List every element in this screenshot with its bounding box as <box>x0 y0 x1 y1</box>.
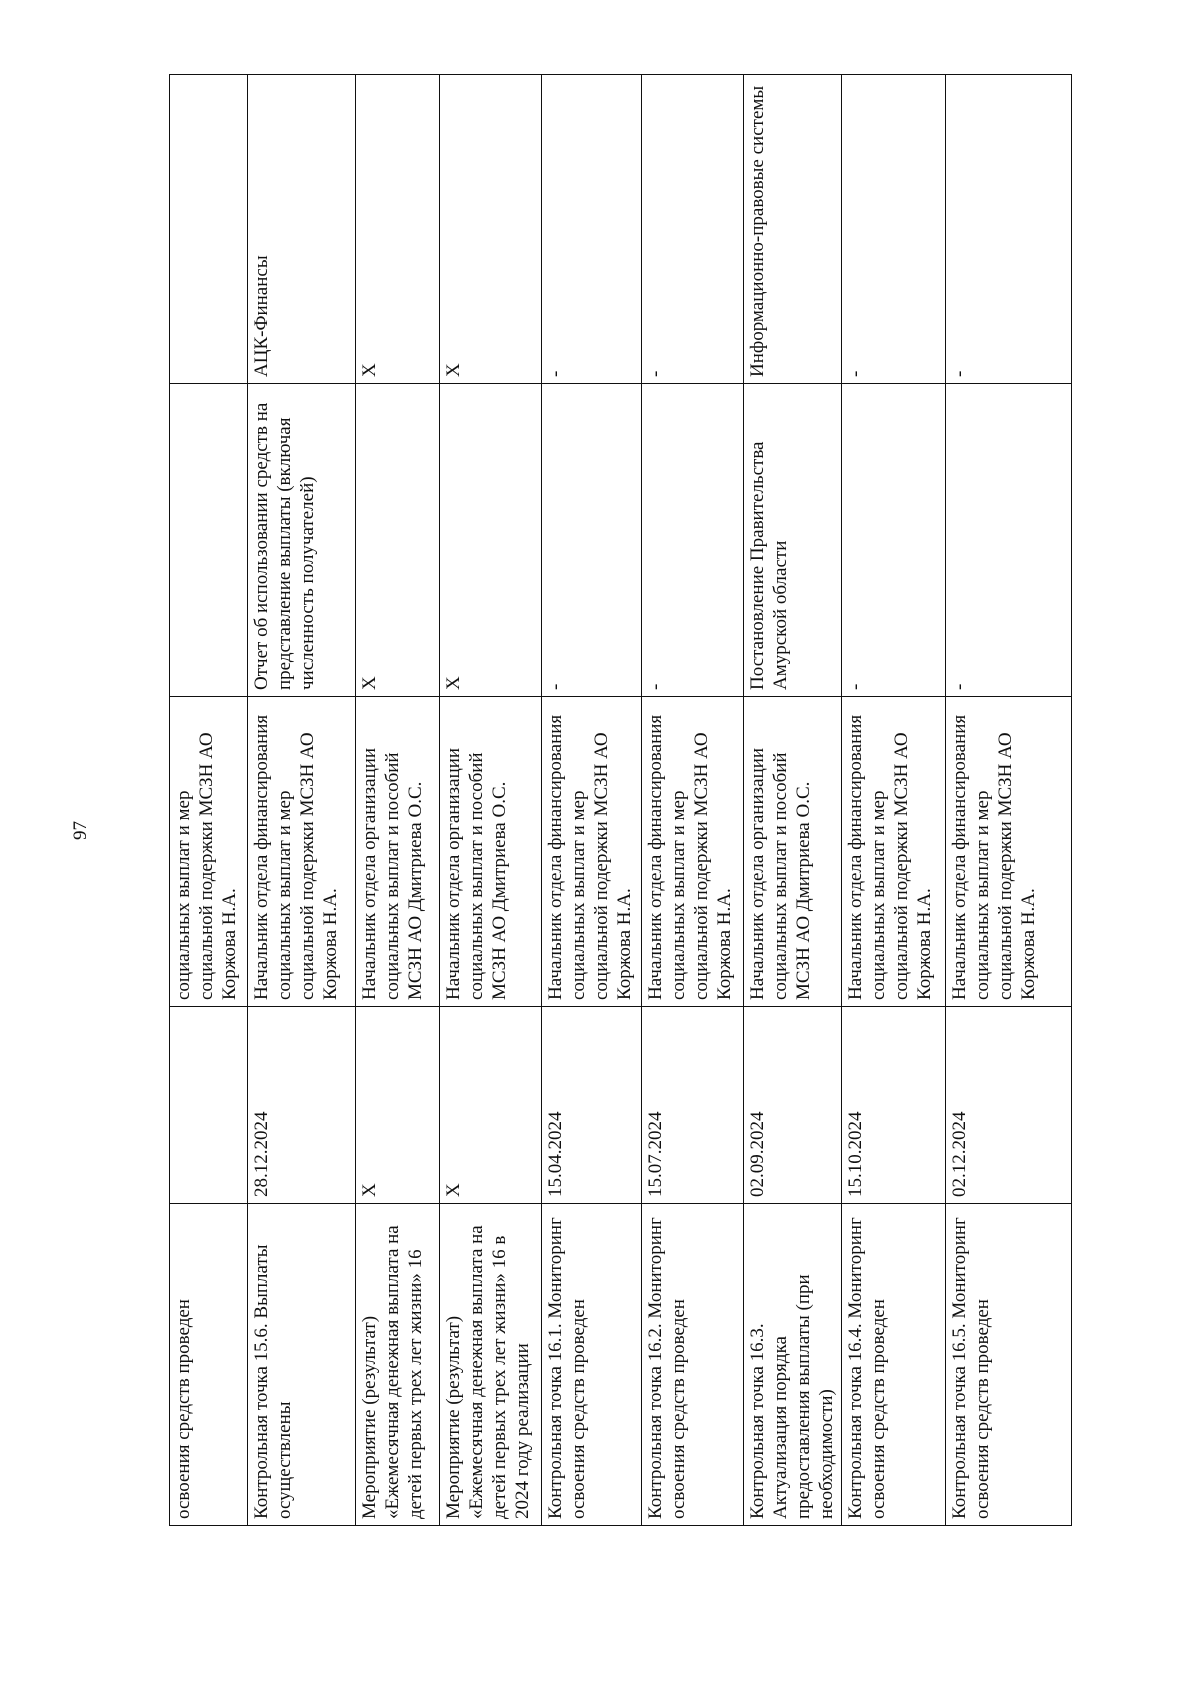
table-row <box>842 75 946 1526</box>
cell-document: - <box>542 384 642 697</box>
cell-system: X <box>440 75 542 384</box>
cell-responsible: Начальник отдела финансирования социальных выплат и мер социальной подержки МСЗН АО Коржова Н.А. <box>542 697 642 1007</box>
cell-name: Контрольная точка 16.1. Мониторинг освоения средств проведен <box>542 1204 642 1526</box>
table-row <box>356 75 440 1526</box>
cell-document <box>170 384 248 697</box>
cell-responsible: Начальник отдела организации социальных выплат и пособий МСЗН АО Дмитриева О.С. <box>356 697 440 1007</box>
cell-date: 02.12.2024 <box>946 1007 1072 1204</box>
cell-name: Контрольная точка 16.3. Актуализация порядка предоставления выплаты (при необходимости) <box>744 1204 842 1526</box>
cell-name: Контрольная точка 15.6. Выплаты осуществлены <box>248 1204 356 1526</box>
cell-responsible: Начальник отдела финансирования социальных выплат и мер социальной подержки МСЗН АО Коржова Н.А. <box>642 697 744 1007</box>
cell-system: - <box>842 75 946 384</box>
cell-responsible: социальных выплат и мер социальной подержки МСЗН АО Коржова Н.А. <box>170 697 248 1007</box>
table-row <box>744 75 842 1526</box>
cell-system: X <box>356 75 440 384</box>
cell-date <box>170 1007 248 1204</box>
table-row <box>946 75 1072 1526</box>
cell-system: АЦК-Финансы <box>248 75 356 384</box>
cell-name: Контрольная точка 16.4. Мониторинг освоения средств проведен <box>842 1204 946 1526</box>
cell-date: 15.10.2024 <box>842 1007 946 1204</box>
cell-responsible: Начальник отдела организации социальных выплат и пособий МСЗН АО Дмитриева О.С. <box>744 697 842 1007</box>
cell-document: - <box>642 384 744 697</box>
cell-system: - <box>542 75 642 384</box>
cell-document: - <box>842 384 946 697</box>
cell-responsible: Начальник отдела финансирования социальных выплат и мер социальной подержки МСЗН АО Коржова Н.А. <box>946 697 1072 1007</box>
cell-document: Отчет об использовании средств на представление выплаты (включая численность получателей) <box>248 384 356 697</box>
cell-name: Контрольная точка 16.2. Мониторинг освоения средств проведен <box>642 1204 744 1526</box>
table-row <box>248 75 356 1526</box>
cell-date: 15.04.2024 <box>542 1007 642 1204</box>
cell-name: освоения средств проведен <box>170 1204 248 1526</box>
cell-name: Контрольная точка 16.5. Мониторинг освоения средств проведен <box>946 1204 1072 1526</box>
cell-date: 28.12.2024 <box>248 1007 356 1204</box>
cell-name: Мероприятие (результат) «Ежемесячная денежная выплата на детей первых трех лет жизни» 16 <box>356 1204 440 1526</box>
rotated-page <box>169 75 1049 1526</box>
cell-responsible: Начальник отдела финансирования социальных выплат и мер социальной подержки МСЗН АО Коржова Н.А. <box>248 697 356 1007</box>
cell-document: X <box>356 384 440 697</box>
cell-document: X <box>440 384 542 697</box>
cell-date: 15.07.2024 <box>642 1007 744 1204</box>
cell-date: X <box>356 1007 440 1204</box>
cell-responsible: Начальник отдела организации социальных выплат и пособий МСЗН АО Дмитриева О.С. <box>440 697 542 1007</box>
cell-system: - <box>946 75 1072 384</box>
table-row <box>542 75 642 1526</box>
cell-name: Мероприятие (результат) «Ежемесячная денежная выплата на детей первых трех лет жизни» 16 в 2024 году реализации <box>440 1204 542 1526</box>
cell-date: X <box>440 1007 542 1204</box>
cell-date: 02.09.2024 <box>744 1007 842 1204</box>
table-row <box>170 75 248 1526</box>
page-number: 97 <box>70 821 91 840</box>
cell-document: - <box>946 384 1072 697</box>
table-row <box>440 75 542 1526</box>
cell-system <box>170 75 248 384</box>
cell-system: Информационно-правовые системы <box>744 75 842 384</box>
table-row <box>642 75 744 1526</box>
control-points-table <box>169 74 1072 1526</box>
cell-system: - <box>642 75 744 384</box>
cell-responsible: Начальник отдела финансирования социальных выплат и мер социальной подержки МСЗН АО Коржова Н.А. <box>842 697 946 1007</box>
cell-document: Постановление Правительства Амурской области <box>744 384 842 697</box>
